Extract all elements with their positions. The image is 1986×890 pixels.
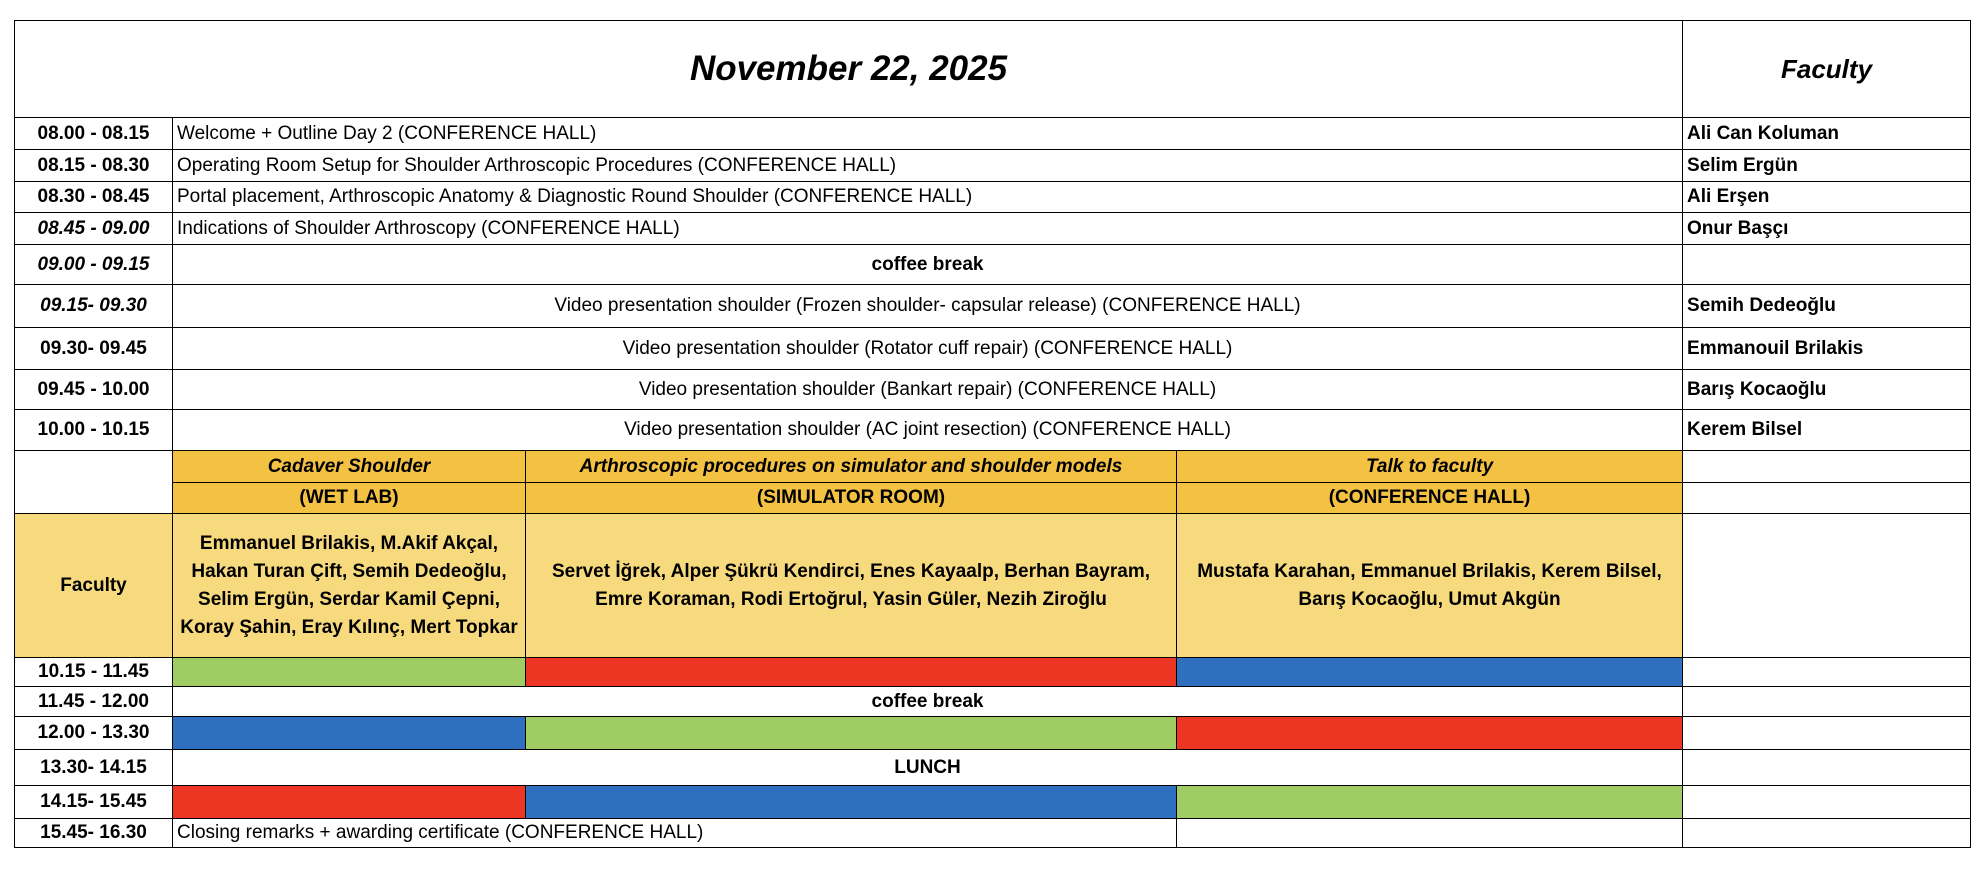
station-faculty-talk: Mustafa Karahan, Emmanuel Brilakis, Kerem Bilsel, Barış Kocaoğlu, Umut Akgün — [1177, 514, 1683, 658]
station-title-row — [15, 451, 1971, 483]
station-room-simulator: (SIMULATOR ROOM) — [526, 483, 1177, 514]
empty-cell — [1683, 819, 1971, 848]
empty-cell — [1683, 786, 1971, 819]
time-cell: 12.00 - 13.30 — [15, 717, 173, 750]
faculty-column-header: Faculty — [1683, 21, 1971, 118]
faculty-cell: Ali Can Koluman — [1683, 118, 1971, 150]
station-faculty-simulator: Servet İğrek, Alper Şükrü Kendirci, Enes Kayaalp, Berhan Bayram, Emre Koraman, Rodi Ertoğrul, Yasin Güler, Nezih Ziroğlu — [526, 514, 1177, 658]
activity-cell: Video presentation shoulder (Bankart repair) (CONFERENCE HALL) — [173, 370, 1683, 410]
schedule-row — [15, 245, 1971, 285]
station-faculty-label: Faculty — [15, 514, 173, 658]
station-room-conference: (CONFERENCE HALL) — [1177, 483, 1683, 514]
rotation-block-red — [526, 658, 1177, 687]
rotation-row — [15, 786, 1971, 819]
time-cell: 09.15- 09.30 — [15, 285, 173, 328]
schedule-row — [15, 410, 1971, 451]
time-cell: 08.30 - 08.45 — [15, 182, 173, 213]
empty-cell — [15, 451, 173, 514]
rotation-block-blue — [1177, 658, 1683, 687]
time-cell: 13.30- 14.15 — [15, 750, 173, 786]
rotation-row — [15, 658, 1971, 687]
schedule-row — [15, 213, 1971, 245]
time-cell: 09.45 - 10.00 — [15, 370, 173, 410]
empty-cell — [1683, 514, 1971, 658]
time-cell: 14.15- 15.45 — [15, 786, 173, 819]
activity-cell: Operating Room Setup for Shoulder Arthroscopic Procedures (CONFERENCE HALL) — [173, 150, 1683, 182]
rotation-row — [15, 717, 1971, 750]
faculty-cell: Ali Erşen — [1683, 182, 1971, 213]
activity-cell: Video presentation shoulder (AC joint resection) (CONFERENCE HALL) — [173, 410, 1683, 451]
time-cell: 11.45 - 12.00 — [15, 687, 173, 717]
rotation-block-blue — [173, 717, 526, 750]
time-cell: 08.15 - 08.30 — [15, 150, 173, 182]
faculty-cell: Semih Dedeoğlu — [1683, 285, 1971, 328]
rotation-block-green — [173, 658, 526, 687]
empty-cell — [1683, 483, 1971, 514]
station-faculty-row — [15, 514, 1971, 658]
empty-cell — [1683, 750, 1971, 786]
schedule-row — [15, 370, 1971, 410]
schedule-row — [15, 182, 1971, 213]
coffee-break-cell: coffee break — [173, 245, 1683, 285]
rotation-block-green — [1177, 786, 1683, 819]
empty-cell — [1177, 819, 1683, 848]
schedule-row — [15, 150, 1971, 182]
lunch-cell: LUNCH — [173, 750, 1683, 786]
schedule-row — [15, 285, 1971, 328]
time-cell: 10.00 - 10.15 — [15, 410, 173, 451]
schedule-row — [15, 328, 1971, 370]
faculty-cell: Barış Kocaoğlu — [1683, 370, 1971, 410]
schedule-table — [14, 20, 1971, 848]
faculty-cell: Kerem Bilsel — [1683, 410, 1971, 451]
activity-cell: Video presentation shoulder (Rotator cuff repair) (CONFERENCE HALL) — [173, 328, 1683, 370]
empty-cell — [1683, 687, 1971, 717]
rotation-block-red — [1177, 717, 1683, 750]
activity-cell: Welcome + Outline Day 2 (CONFERENCE HALL) — [173, 118, 1683, 150]
station-title-cadaver: Cadaver Shoulder — [173, 451, 526, 483]
closing-activity-cell: Closing remarks + awarding certificate (CONFERENCE HALL) — [173, 819, 1177, 848]
activity-cell: Portal placement, Arthroscopic Anatomy & Diagnostic Round Shoulder (CONFERENCE HALL) — [173, 182, 1683, 213]
coffee-break-cell: coffee break — [173, 687, 1683, 717]
activity-cell: Indications of Shoulder Arthroscopy (CONFERENCE HALL) — [173, 213, 1683, 245]
rotation-row — [15, 687, 1971, 717]
faculty-cell: Selim Ergün — [1683, 150, 1971, 182]
faculty-cell — [1683, 245, 1971, 285]
station-room-wetlab: (WET LAB) — [173, 483, 526, 514]
time-cell: 08.45 - 09.00 — [15, 213, 173, 245]
station-title-simulator: Arthroscopic procedures on simulator and shoulder models — [526, 451, 1177, 483]
empty-cell — [1683, 658, 1971, 687]
header-row — [15, 21, 1971, 118]
station-faculty-cadaver: Emmanuel Brilakis, M.Akif Akçal, Hakan Turan Çift, Semih Dedeoğlu, Selim Ergün, Serdar Kamil Çepni, Koray Şahin, Eray Kılınç, Mert Topkar — [173, 514, 526, 658]
rotation-block-red — [173, 786, 526, 819]
date-title: November 22, 2025 — [15, 21, 1683, 118]
time-cell: 09.00 - 09.15 — [15, 245, 173, 285]
empty-cell — [1683, 451, 1971, 483]
faculty-cell: Onur Başçı — [1683, 213, 1971, 245]
faculty-cell: Emmanouil Brilakis — [1683, 328, 1971, 370]
time-cell: 09.30- 09.45 — [15, 328, 173, 370]
time-cell: 08.00 - 08.15 — [15, 118, 173, 150]
station-title-talk: Talk to faculty — [1177, 451, 1683, 483]
rotation-row — [15, 750, 1971, 786]
empty-cell — [1683, 717, 1971, 750]
closing-row — [15, 819, 1971, 848]
rotation-block-green — [526, 717, 1177, 750]
time-cell: 15.45- 16.30 — [15, 819, 173, 848]
station-room-row — [15, 483, 1971, 514]
schedule-row — [15, 118, 1971, 150]
activity-cell: Video presentation shoulder (Frozen shoulder- capsular release) (CONFERENCE HALL) — [173, 285, 1683, 328]
time-cell: 10.15 - 11.45 — [15, 658, 173, 687]
rotation-block-blue — [526, 786, 1177, 819]
